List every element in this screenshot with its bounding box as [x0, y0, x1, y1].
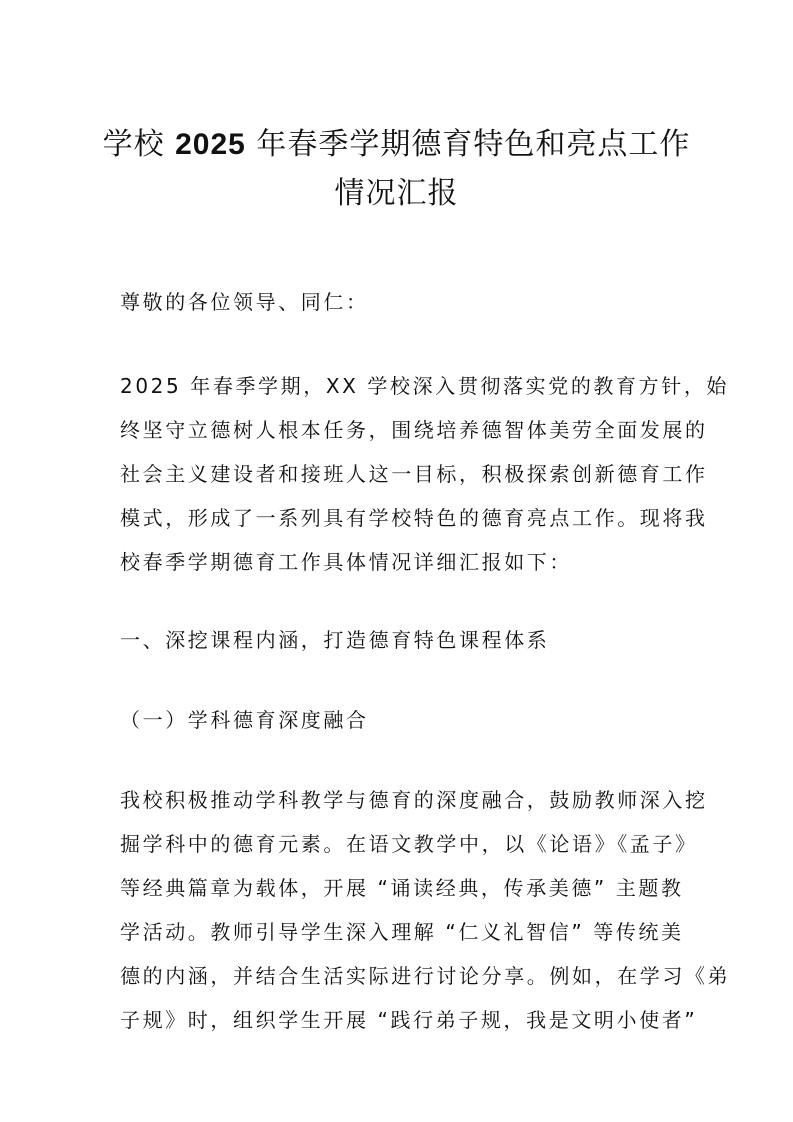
section-heading-1: 一、深挖课程内涵，打造德育特色课程体系 [120, 628, 550, 652]
body-line: 子规》时，组织学生开展 “践行弟子规，我是文明小使者” [120, 1008, 698, 1032]
body-line: 德的内涵，并结合生活实际进行讨论分享。例如，在学习《弟 [120, 964, 731, 988]
body-line: 学活动。教师引导学生深入理解 “仁义礼智信” 等传统美 [120, 920, 684, 944]
intro-line: 社会主义建设者和接班人这一目标，积极探索创新德育工作 [120, 462, 708, 486]
body-line: 等经典篇章为载体，开展 “诵读经典，传承美德” 主题教 [120, 876, 684, 900]
intro-line: 校春季学期德育工作具体情况详细汇报如下： [120, 550, 572, 574]
salutation: 尊敬的各位领导、同仁： [120, 290, 369, 314]
subsection-heading-1: （一）学科德育深度融合 [120, 708, 369, 732]
title-year: 2025 [175, 128, 246, 161]
document-title-line-2: 情况汇报 [334, 176, 459, 211]
intro-line: 模式，形成了一系列具有学校特色的德育亮点工作。现将我 [120, 506, 708, 530]
intro-line: 终坚守立德树人根本任务，围绕培养德智体美劳全面发展的 [120, 418, 708, 442]
title-suffix: 年春季学期德育特色和亮点工作 [245, 127, 691, 162]
document-title-line-1 [0, 123, 793, 167]
title-prefix: 学校 [102, 127, 176, 162]
body-line: 掘学科中的德育元素。在语文教学中，以《论语》《孟子》 [120, 832, 698, 856]
body-line: 我校积极推动学科教学与德育的深度融合，鼓励教师深入挖 [120, 788, 708, 812]
intro-line: 2025 年春季学期，XX 学校深入贯彻落实党的教育方针，始 [120, 374, 730, 398]
